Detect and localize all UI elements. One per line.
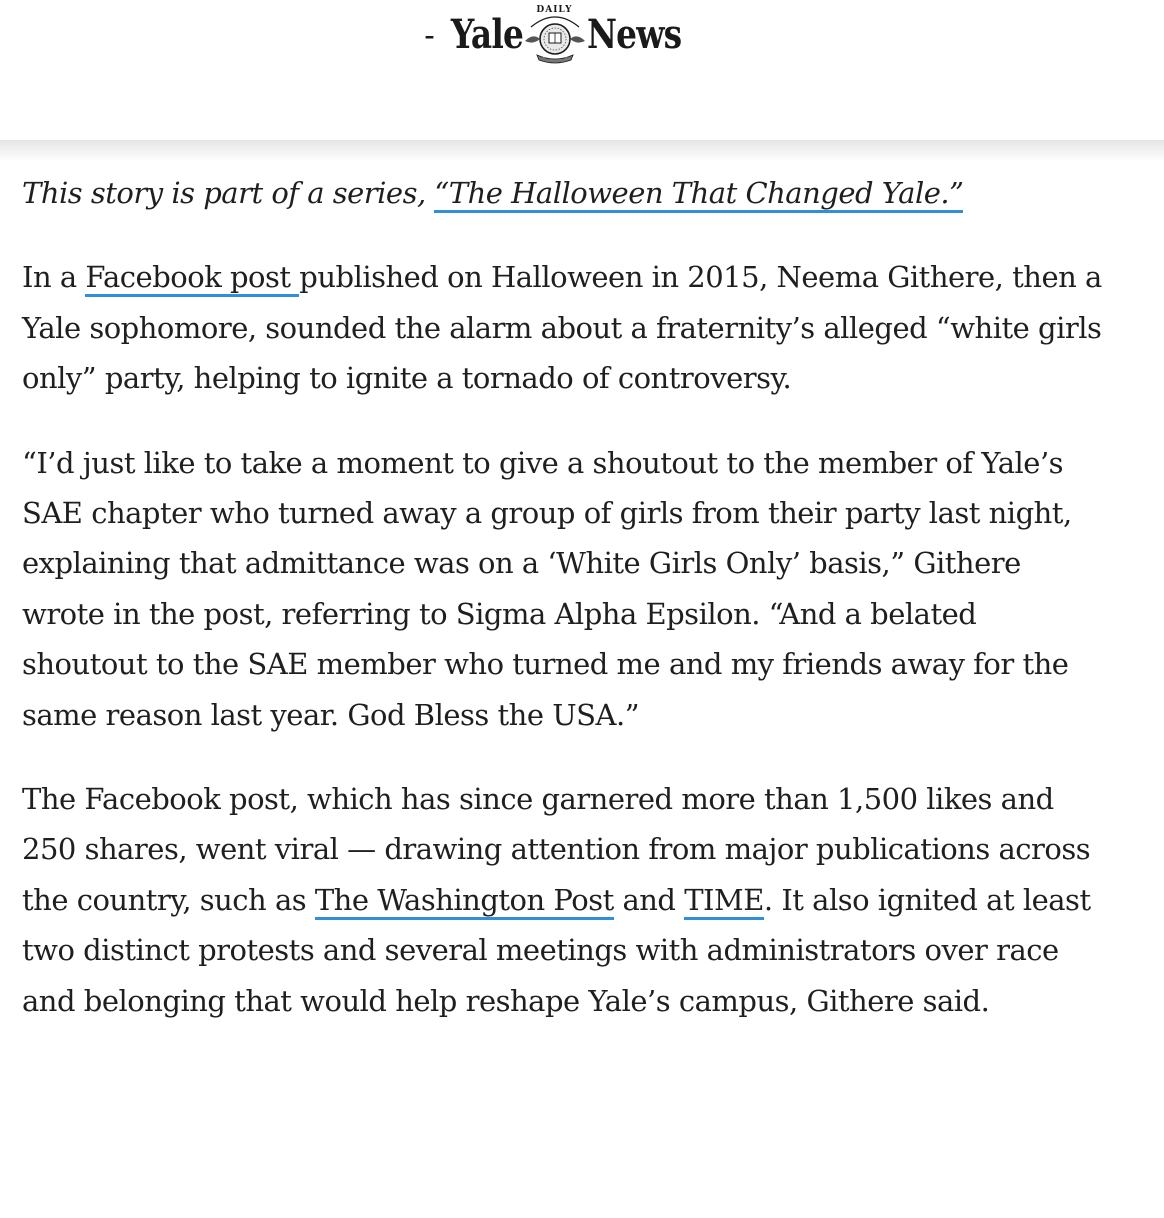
paragraph-1: [22, 252, 1102, 403]
masthead-shadow: [0, 140, 1164, 162]
logo-word-yale: Yale: [450, 11, 523, 58]
logo-daily-label: DAILY: [536, 5, 573, 15]
paragraph-3-before: The Facebook post, which has since garnered more than 1,500 likes and 250 shares, went viral — drawing attention from major publications across the country, such as: [22, 782, 1091, 917]
article-body: [22, 168, 1102, 1060]
time-link[interactable]: TIME: [684, 883, 764, 920]
yale-seal-icon: [523, 3, 587, 67]
paragraph-1-after: published on Halloween in 2015, Neema Githere, then a Yale sophomore, sounded the alarm about a fraternity’s alleged “white girls only” party, helping to ignite a tornado of controversy.: [22, 260, 1102, 396]
yale-daily-news-logo[interactable]: [418, 0, 708, 70]
paragraph-3-middle: and: [613, 882, 685, 917]
paragraph-2: “I’d just like to take a moment to give a shoutout to the member of Yale’s SAE chapter who turned away a group of girls from their party last night, explaining that admittance was on a ‘White Girls Only’ basis,” Githere wrote in the post, referring to Sigma Alpha Epsilon. “And a belated shoutout to the SAE member who turned me and my friends away for the same reason last year. God Bless the USA.”: [22, 445, 1072, 732]
series-note-prefix: This story is part of a series,: [22, 176, 435, 210]
paragraph-3-after: . It also ignited at least two distinct protests and several meetings with administrators over race and belonging that would help reshape Yale’s campus, Githere said.: [22, 882, 1091, 1018]
logo-dash: -: [424, 18, 435, 51]
facebook-post-link[interactable]: Facebook post: [85, 260, 299, 297]
series-note: [22, 168, 1102, 218]
paragraph-1-before: In a: [22, 260, 86, 295]
washington-post-link[interactable]: The Washington Post: [315, 883, 614, 920]
masthead: [0, 0, 1164, 140]
paragraph-3: [22, 774, 1102, 1026]
series-link[interactable]: “The Halloween That Changed Yale.”: [434, 176, 963, 213]
logo-word-news: News: [586, 11, 681, 58]
